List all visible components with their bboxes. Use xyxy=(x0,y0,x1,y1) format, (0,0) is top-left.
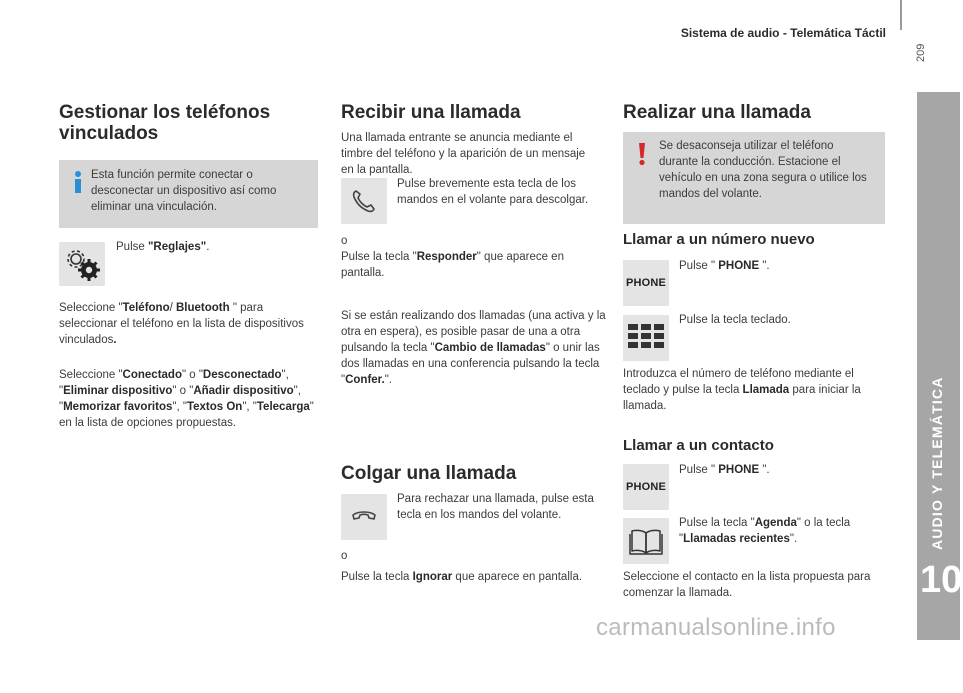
pickup-button-illustration xyxy=(341,178,387,224)
press-phone-text-2 xyxy=(679,462,879,478)
text-run: ", " xyxy=(59,385,301,413)
text-run: ", " xyxy=(172,401,187,413)
phone-hangup-icon xyxy=(349,502,379,532)
chapter-number: 10 xyxy=(921,651,963,693)
two-calls-paragraph xyxy=(341,308,606,388)
text-run: Pulse " xyxy=(679,464,719,476)
running-header: Sistema de audio - Telemática Táctil xyxy=(680,26,886,40)
reject-text: Para rechazar una llamada, pulse esta tecla en los mandos del volante. xyxy=(397,493,594,521)
select-phone-paragraph xyxy=(59,300,317,348)
text-run: Pulse la tecla " xyxy=(679,517,755,529)
chapter-number-visible: 10 xyxy=(920,559,963,601)
press-agenda-text xyxy=(679,515,879,547)
text-run: " o " xyxy=(172,385,194,397)
text-run: ". xyxy=(384,374,392,386)
info-text: Esta función permite conectar o desconectar un dispositivo así como eliminar una vinculación. xyxy=(91,169,277,213)
hangup-button-illustration xyxy=(341,494,387,540)
book-icon xyxy=(628,526,664,556)
heading-call-new-number: Llamar a un número nuevo xyxy=(623,231,815,248)
phone-key-label-2: PHONE xyxy=(625,481,667,493)
phone-pickup-icon xyxy=(349,186,379,216)
text-run: Textos On xyxy=(186,401,243,413)
text-run: Seleccione " xyxy=(59,302,123,314)
text-run: " o unir las dos llamadas en una conferencia pulsando la tecla " xyxy=(341,342,600,386)
text-run: Pulse " xyxy=(679,260,719,272)
page-number: 209 xyxy=(915,43,927,62)
text-run: Añadir dispositivo xyxy=(193,385,294,397)
heading-manage-phones: Gestionar los teléfonos vinculados xyxy=(59,102,271,144)
settings-button-illustration xyxy=(59,242,105,286)
warning-box xyxy=(623,132,885,224)
info-icon xyxy=(69,170,87,194)
side-tab xyxy=(917,92,963,693)
heading-hangup-call: Colgar una llamada xyxy=(341,463,517,484)
info-box xyxy=(59,160,318,228)
text-run: Ignorar xyxy=(412,571,453,583)
phone-key-illustration-1 xyxy=(623,260,669,306)
text-run: Eliminar dispositivo xyxy=(63,385,173,397)
text-run: que aparece en pantalla. xyxy=(452,571,583,583)
text-run: " en la lista de opciones propuestas. xyxy=(59,401,314,429)
text-run: Bluetooth xyxy=(176,302,230,314)
phone-key-label: PHONE xyxy=(625,277,667,289)
or-text-1: o xyxy=(341,235,348,247)
text-run: ", " xyxy=(59,369,289,397)
text-run: PHONE xyxy=(718,260,760,272)
text-run: ", " xyxy=(242,401,257,413)
agenda-key-illustration xyxy=(623,518,669,564)
text-run: ". xyxy=(789,533,798,545)
text-run: Teléfono xyxy=(122,302,170,314)
press-phone-text-1 xyxy=(679,258,879,274)
gear-icon xyxy=(62,246,102,282)
text-run: Cambio de llamadas xyxy=(434,342,546,354)
text-run: Introduzca el número de teléfono mediante el teclado y pulse la tecla xyxy=(623,368,854,396)
text-run: Responder xyxy=(416,251,477,263)
text-run: Llamada xyxy=(742,384,790,396)
text-run: PHONE xyxy=(718,464,760,476)
dial-number-paragraph xyxy=(623,366,885,414)
text-run: Seleccione " xyxy=(59,369,123,381)
keypad-key-illustration xyxy=(623,315,669,361)
responder-paragraph xyxy=(341,249,596,281)
text-run: Pulse la tecla xyxy=(341,571,413,583)
text-run: Llamadas recientes xyxy=(683,533,790,545)
select-option-paragraph xyxy=(59,367,321,431)
text-run: . xyxy=(113,334,117,346)
pickup-text: Pulse brevemente esta tecla de los mandos en el volante para descolgar. xyxy=(397,178,589,206)
side-tab-label: AUDIO Y TELEMÁTICA xyxy=(929,376,945,550)
text-run: Conectado xyxy=(122,369,182,381)
warning-text: Se desaconseja utilizar el teléfono durante la conducción. Estacione el vehículo en una zona segura o utilice los mandos del volante. xyxy=(659,140,867,200)
or-text-2: o xyxy=(341,550,348,562)
incoming-call-intro: Una llamada entrante se anuncia mediante el timbre del teléfono y la aparición de un mensaje en la pantalla. xyxy=(341,132,586,176)
text-run: Si se están realizando dos llamadas (una activa y la otra en espera), es posible pasar de una a otra pulsando la tecla " xyxy=(341,310,606,354)
text-run: ". xyxy=(759,260,770,272)
text-run: Memorizar favoritos xyxy=(63,401,173,413)
press-keypad-text: Pulse la tecla teclado. xyxy=(679,314,791,326)
text-run: " o " xyxy=(181,369,203,381)
ignore-paragraph xyxy=(341,569,611,585)
warning-icon xyxy=(635,142,649,166)
press-settings-text xyxy=(116,239,316,255)
text-run: ". xyxy=(759,464,770,476)
heading-make-call: Realizar una llamada xyxy=(623,102,811,123)
text-run: Agenda xyxy=(754,517,797,529)
watermark: carmanualsonline.info xyxy=(596,614,836,641)
text-run: para iniciar la llamada. xyxy=(623,384,861,412)
select-contact-paragraph: Seleccione el contacto en la lista propuesta para comenzar la llamada. xyxy=(623,571,871,599)
text-run: " para seleccionar el teléfono en la lista de dispositivos vinculados xyxy=(59,302,304,346)
press-settings-prefix: Pulse xyxy=(116,241,148,253)
heading-call-contact: Llamar a un contacto xyxy=(623,437,774,454)
heading-receive-call: Recibir una llamada xyxy=(341,102,521,123)
text-run: / xyxy=(169,302,176,314)
text-run: " o la tecla " xyxy=(679,517,851,545)
text-run: Pulse la tecla " xyxy=(341,251,417,263)
text-run: Confer. xyxy=(345,374,385,386)
header-rule xyxy=(900,0,902,30)
phone-key-illustration-2 xyxy=(623,464,669,510)
text-run: Desconectado xyxy=(202,369,282,381)
text-run: " que aparece en pantalla. xyxy=(341,251,564,279)
press-settings-suffix: . xyxy=(206,241,210,253)
text-run: Telecarga xyxy=(256,401,310,413)
press-settings-bold: "Reglajes" xyxy=(147,241,207,253)
keypad-icon xyxy=(626,321,666,355)
